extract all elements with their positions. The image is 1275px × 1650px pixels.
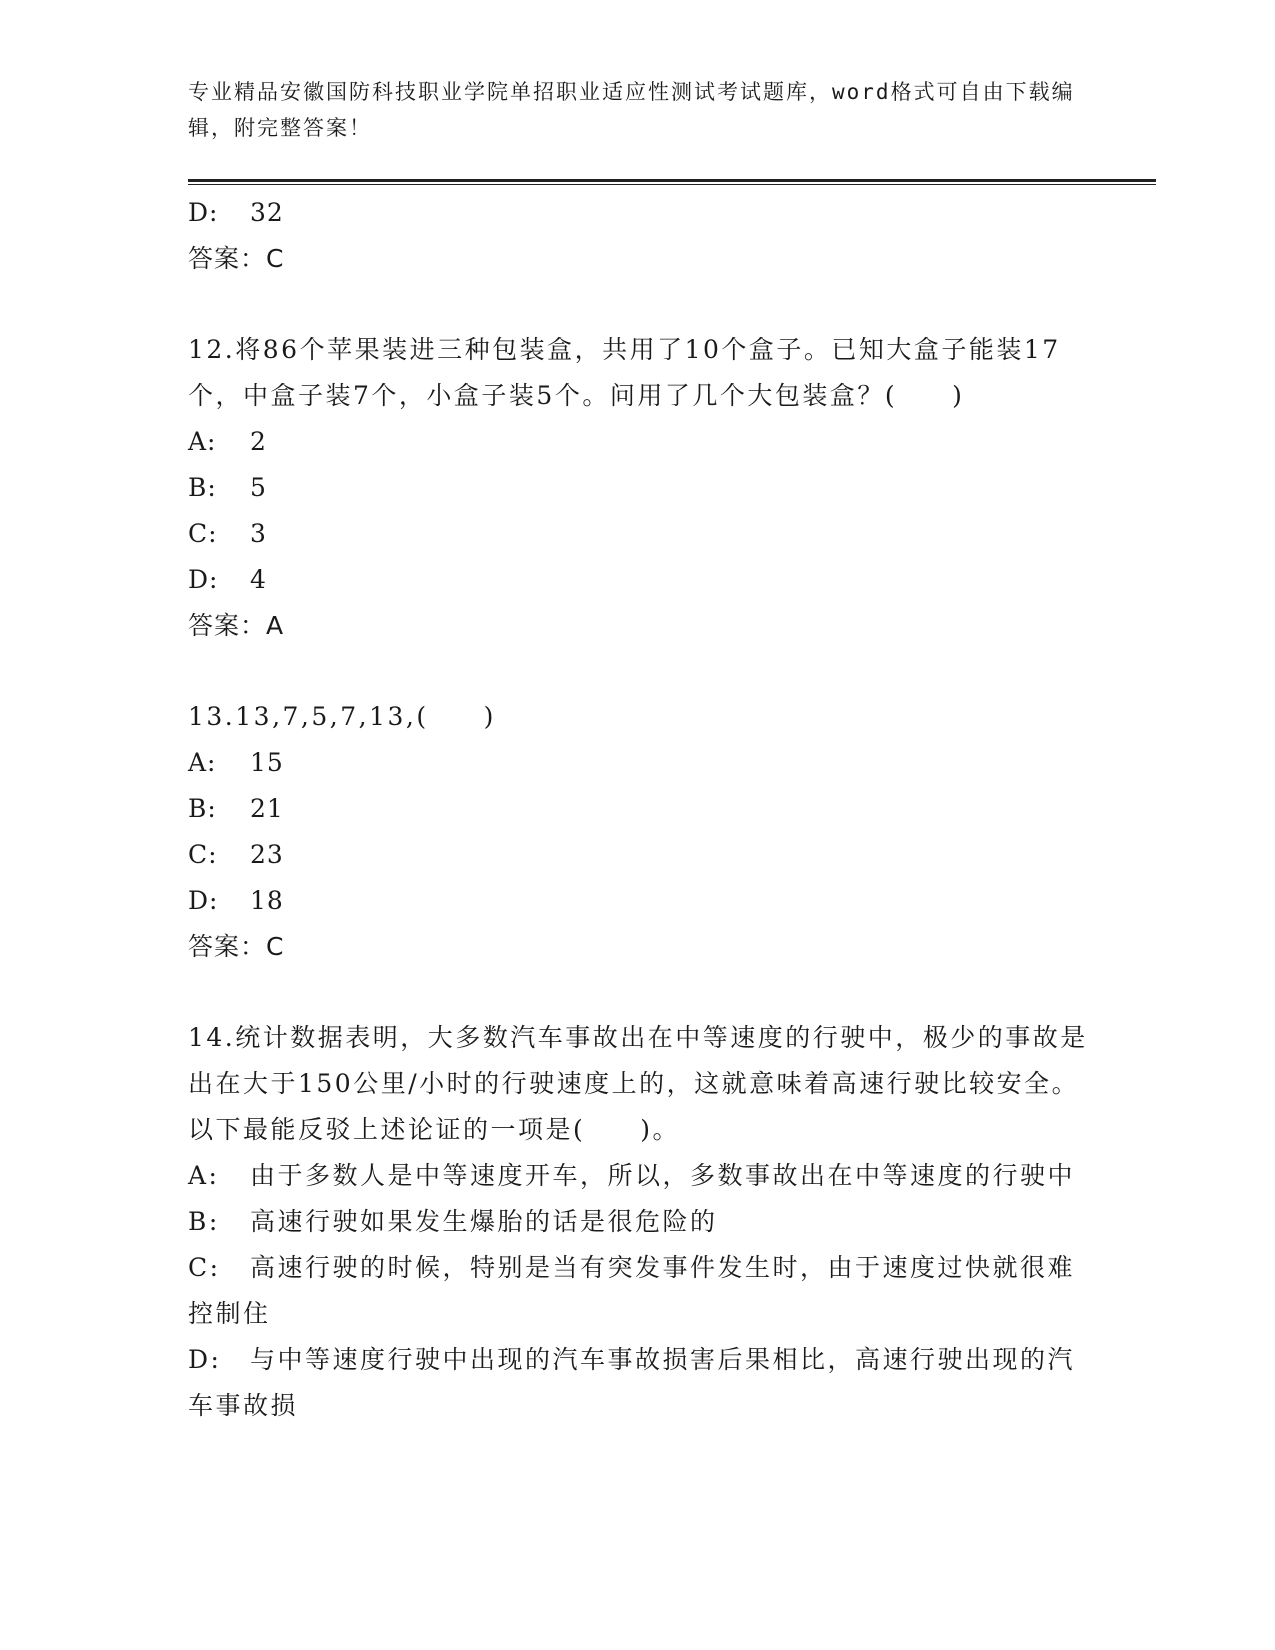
- header-title: 专业精品安徽国防科技职业学院单招职业适应性测试考试题库，word格式可自由下载编辑，附完整答案！: [188, 80, 1075, 140]
- document-body: [188, 190, 1088, 1429]
- option-text: 21: [250, 794, 284, 823]
- page-header: [188, 74, 1088, 146]
- option-c: [188, 832, 1088, 878]
- option-text: 由于多数人是中等速度开车，所以，多数事故出在中等速度的行驶中: [250, 1161, 1076, 1190]
- option-letter: B:: [188, 1207, 220, 1236]
- option-letter: B:: [188, 794, 217, 823]
- option-letter: D:: [188, 886, 219, 915]
- question-11-tail: [188, 190, 1088, 282]
- option-text: 4: [250, 565, 267, 594]
- option-text: 18: [250, 886, 284, 915]
- option-letter: C:: [188, 1253, 221, 1282]
- option-letter: C:: [188, 519, 218, 548]
- option-a: [188, 419, 1088, 465]
- option-b: [188, 786, 1088, 832]
- option-b: [188, 1199, 1088, 1245]
- option-d: [188, 878, 1088, 924]
- answer-line: 答案：A: [188, 611, 285, 640]
- question-12: [188, 327, 1088, 649]
- option-d: [188, 557, 1088, 603]
- option-letter: A:: [188, 748, 217, 777]
- option-text: 3: [250, 519, 267, 548]
- header-divider-thick: [188, 179, 1156, 182]
- option-a: [188, 1153, 1088, 1199]
- option-text: 5: [250, 473, 267, 502]
- option-letter: B:: [188, 473, 217, 502]
- answer-line: 答案：C: [188, 932, 285, 961]
- option-text: 23: [250, 840, 284, 869]
- question-13: [188, 694, 1088, 970]
- option-c: [188, 1245, 1088, 1337]
- question-text: 13.13,7,5,7,13,( ): [188, 702, 496, 731]
- option-d: [188, 190, 1088, 236]
- option-text: 2: [250, 427, 267, 456]
- option-letter: D:: [188, 198, 219, 227]
- option-letter: C:: [188, 840, 218, 869]
- question-14: [188, 1015, 1088, 1429]
- option-letter: A:: [188, 1161, 220, 1190]
- option-d: [188, 1337, 1088, 1429]
- option-text: 与中等速度行驶中出现的汽车事故损害后果相比，高速行驶出现的汽车事故损: [188, 1345, 1076, 1420]
- option-letter: D:: [188, 1345, 222, 1374]
- option-text: 32: [250, 198, 284, 227]
- option-text: 15: [250, 748, 284, 777]
- option-b: [188, 465, 1088, 511]
- answer-line: 答案：C: [188, 244, 285, 273]
- option-letter: A:: [188, 427, 217, 456]
- question-text: 14.统计数据表明，大多数汽车事故出在中等速度的行驶中，极少的事故是出在大于150公里/小时的行驶速度上的，这就意味着高速行驶比较安全。以下最能反驳上述论证的一项是( )。: [188, 1023, 1088, 1144]
- question-text: 12.将86个苹果装进三种包装盒，共用了10个盒子。已知大盒子能装17个，中盒子装7个，小盒子装5个。问用了几个大包装盒？( ): [188, 335, 1061, 410]
- header-divider-thin: [188, 184, 1156, 185]
- option-a: [188, 740, 1088, 786]
- option-text: 高速行驶如果发生爆胎的话是很危险的: [250, 1207, 718, 1236]
- option-letter: D:: [188, 565, 219, 594]
- option-c: [188, 511, 1088, 557]
- option-text: 高速行驶的时候，特别是当有突发事件发生时，由于速度过快就很难控制住: [188, 1253, 1076, 1328]
